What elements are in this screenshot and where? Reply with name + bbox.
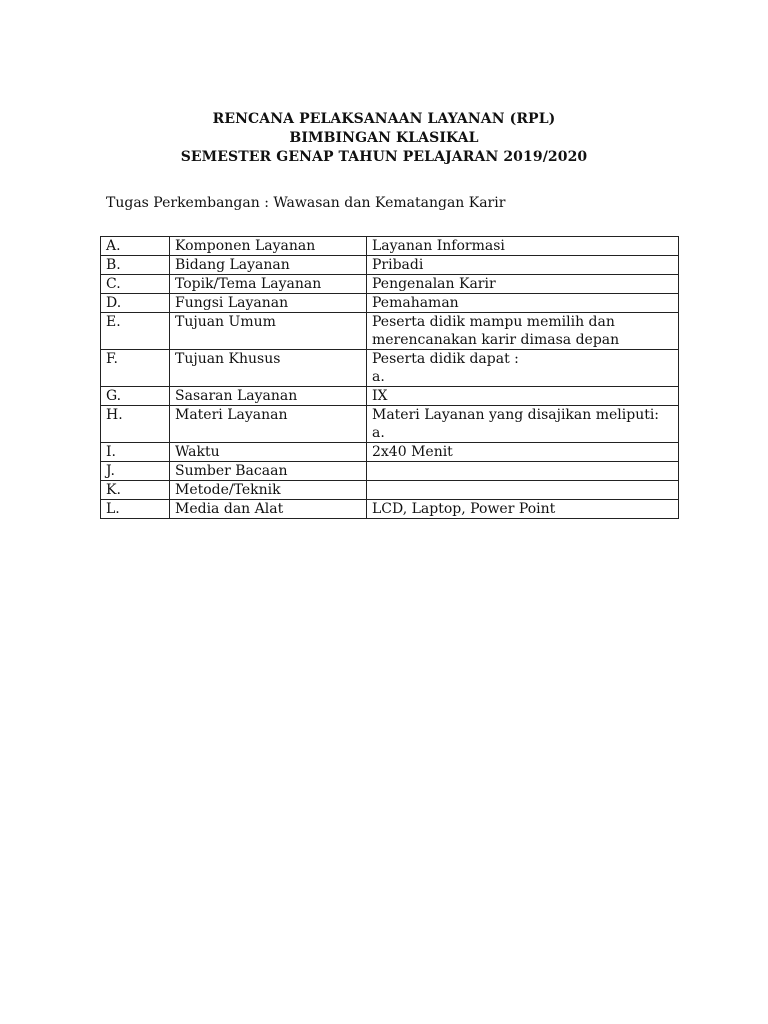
table-row bbox=[101, 256, 679, 275]
row-code: B. bbox=[101, 256, 170, 275]
row-value-line: Layanan Informasi bbox=[372, 238, 505, 254]
row-value-line: Peserta didik dapat : bbox=[372, 351, 519, 367]
table-row bbox=[101, 443, 679, 462]
row-label: Bidang Layanan bbox=[170, 256, 367, 275]
row-value-line: 2x40 Menit bbox=[372, 444, 453, 460]
row-label: Tujuan Umum bbox=[170, 313, 367, 350]
row-value-line: merencanakan karir dimasa depan bbox=[372, 332, 620, 348]
title-line-2: BIMBINGAN KLASIKAL bbox=[289, 130, 479, 146]
row-value bbox=[367, 275, 679, 294]
row-code: I. bbox=[101, 443, 170, 462]
document-title bbox=[0, 110, 768, 167]
row-code: A. bbox=[101, 237, 170, 256]
row-code: L. bbox=[101, 500, 170, 519]
table-row bbox=[101, 275, 679, 294]
development-task: Tugas Perkembangan : Wawasan dan Kematangan Karir bbox=[106, 195, 506, 211]
row-code: J. bbox=[101, 462, 170, 481]
row-value bbox=[367, 350, 679, 387]
row-value bbox=[367, 481, 679, 500]
row-label: Materi Layanan bbox=[170, 406, 367, 443]
title-line-3: SEMESTER GENAP TAHUN PELAJARAN 2019/2020 bbox=[180, 149, 588, 165]
row-value bbox=[367, 443, 679, 462]
row-value bbox=[367, 500, 679, 519]
row-label: Sumber Bacaan bbox=[170, 462, 367, 481]
table-row bbox=[101, 481, 679, 500]
row-value-line: Materi Layanan yang disajikan meliputi: bbox=[372, 407, 660, 423]
row-label: Metode/Teknik bbox=[170, 481, 367, 500]
rpl-table-body bbox=[101, 237, 679, 519]
row-code: D. bbox=[101, 294, 170, 313]
row-value bbox=[367, 256, 679, 275]
table-row bbox=[101, 406, 679, 443]
row-value-line: a. bbox=[372, 369, 385, 385]
row-label: Komponen Layanan bbox=[170, 237, 367, 256]
row-value bbox=[367, 313, 679, 350]
row-code: F. bbox=[101, 350, 170, 387]
row-code: K. bbox=[101, 481, 170, 500]
row-label: Waktu bbox=[170, 443, 367, 462]
table-row bbox=[101, 237, 679, 256]
table-row bbox=[101, 387, 679, 406]
row-label: Fungsi Layanan bbox=[170, 294, 367, 313]
row-code: C. bbox=[101, 275, 170, 294]
row-label: Tujuan Khusus bbox=[170, 350, 367, 387]
row-value-line: Pemahaman bbox=[372, 295, 459, 311]
row-value bbox=[367, 406, 679, 443]
row-label: Media dan Alat bbox=[170, 500, 367, 519]
row-value-line: Pribadi bbox=[372, 257, 424, 273]
table-row bbox=[101, 462, 679, 481]
row-code: G. bbox=[101, 387, 170, 406]
row-value-line: a. bbox=[372, 425, 385, 441]
row-value-line: Pengenalan Karir bbox=[372, 276, 496, 292]
table-row bbox=[101, 350, 679, 387]
row-value-line: Peserta didik mampu memilih dan bbox=[372, 314, 615, 330]
rpl-table bbox=[100, 236, 679, 519]
row-code: E. bbox=[101, 313, 170, 350]
row-value-line: IX bbox=[372, 388, 388, 404]
row-code: H. bbox=[101, 406, 170, 443]
row-value bbox=[367, 387, 679, 406]
table-row bbox=[101, 294, 679, 313]
row-value-line: LCD, Laptop, Power Point bbox=[372, 501, 556, 517]
table-row bbox=[101, 500, 679, 519]
title-line-1: RENCANA PELAKSANAAN LAYANAN (RPL) bbox=[212, 111, 556, 127]
table-row bbox=[101, 313, 679, 350]
row-value bbox=[367, 462, 679, 481]
row-value bbox=[367, 237, 679, 256]
row-label: Sasaran Layanan bbox=[170, 387, 367, 406]
row-label: Topik/Tema Layanan bbox=[170, 275, 367, 294]
row-value bbox=[367, 294, 679, 313]
